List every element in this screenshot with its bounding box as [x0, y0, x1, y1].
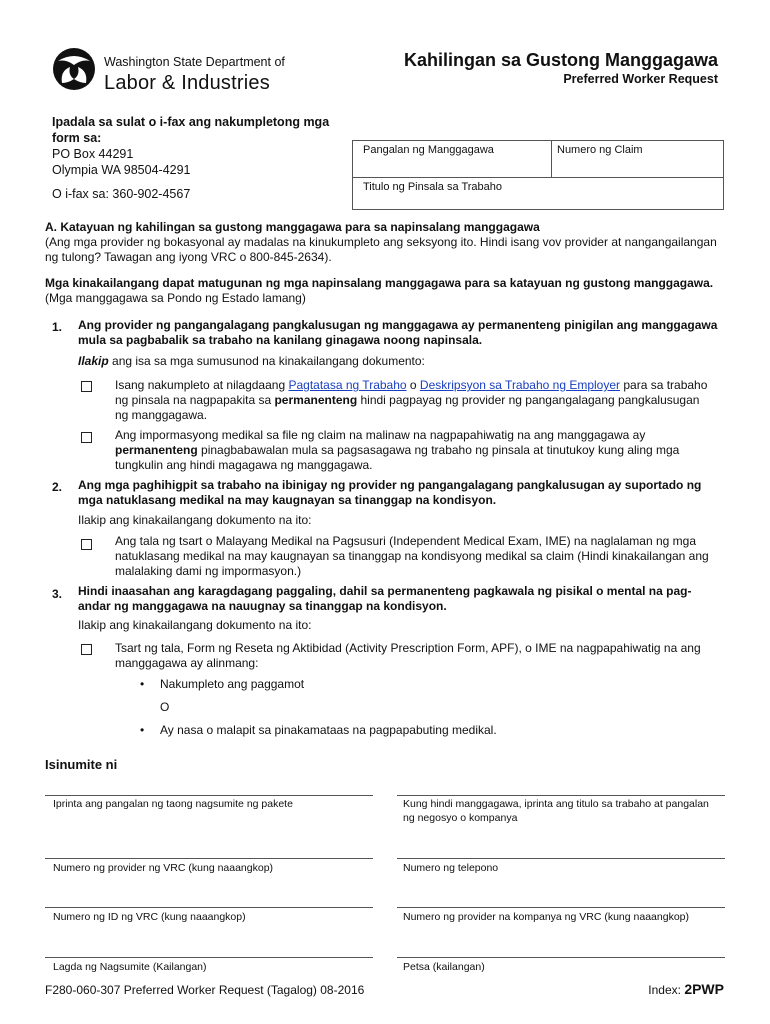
- requirements-intro: [45, 276, 725, 306]
- bullet-1-text: Nakumpleto ang paggamot: [160, 677, 305, 691]
- requirements-note: (Mga manggagawa sa Pondo ng Estado lamang): [45, 291, 306, 305]
- item-2-number: 2.: [52, 480, 63, 494]
- bullet-2-text: Ay nasa o malapit sa pinakamataas na pagpapabuting medikal.: [160, 723, 497, 737]
- job-title-field[interactable]: Titulo ng Pinsala sa Trabaho: [363, 181, 503, 193]
- attach-rest: ang isa sa mga sumusunod na kinakailangang dokumento:: [108, 354, 425, 368]
- signature-line: [397, 858, 725, 859]
- item-1-option-2-checkbox[interactable]: [81, 432, 92, 443]
- section-a-heading: A. Katayuan ng kahilingan sa gustong manggagawa para sa napinsalang manggagawa: [45, 220, 540, 234]
- form-title: Kahilingan sa Gustong Manggagawa: [403, 50, 718, 70]
- bullet-icon: •: [140, 723, 145, 737]
- item-1-option-1-text: [115, 378, 715, 423]
- claim-number-field[interactable]: Numero ng Claim: [557, 144, 643, 156]
- item-1-option-2-text: [115, 428, 715, 473]
- submitted-by-heading: Isinumite ni: [45, 757, 118, 772]
- form-id: F280-060-307 Preferred Worker Request (Tagalog) 08-2016: [45, 983, 365, 997]
- form-index: [648, 981, 724, 997]
- item-1-option-1-checkbox[interactable]: [81, 381, 92, 392]
- submitter-signature-field[interactable]: Lagda ng Nagsumite (Kailangan): [53, 961, 207, 973]
- or-text: O: [160, 700, 170, 714]
- send-to-label: Ipadala sa sulat o i-fax ang nakumpletong mga form sa:: [52, 115, 330, 145]
- item-3-number: 3.: [52, 587, 63, 601]
- vrc-id-number-field[interactable]: Numero ng ID ng VRC (kung naaangkop): [53, 911, 246, 923]
- opt-text: pinagbabawalan mula sa pagsasagawa ng trabaho ng pinsala at tinutukoy kung aling mga tungkulin ang hindi magagawa ng manggagawa.: [115, 443, 680, 472]
- title-business-field[interactable]: Kung hindi manggagawa, iprinta ang titulo sa trabaho at pangalan ng negosyo o kompanya: [403, 798, 709, 824]
- form-subtitle: Preferred Worker Request: [563, 72, 718, 86]
- item-3-option-1-checkbox[interactable]: [81, 644, 92, 655]
- mailing-address-line2: Olympia WA 98504-4291: [52, 163, 191, 177]
- signature-line: [45, 957, 373, 958]
- item-3-option-1-text: Tsart ng tala, Form ng Reseta ng Aktibidad (Activity Prescription Form, APF), o IME na nagpapahiwatig na ang manggagawa ay alinmang:: [115, 641, 701, 670]
- phone-number-field[interactable]: Numero ng telepono: [403, 862, 499, 874]
- item-2-option-1-text: Ang tala ng tsart o Malayang Medikal na Pagsusuri (Independent Medical Exam, IME) na naglalaman ng mga natuklasang medikal na may kaugnayan sa tinanggap na kondisyong medikal sa claim (Hindi kinakailangan ang malalaking dami ng impormasyon.): [115, 534, 709, 578]
- index-value: 2PWP: [684, 981, 724, 997]
- employer-job-description-link[interactable]: Deskripsyon sa Trabaho ng Employer: [419, 378, 621, 392]
- opt-text: Ang impormasyong medikal sa file ng claim na malinaw na nagpapahiwatig na ang manggagawa ay: [115, 428, 646, 442]
- signature-line: [45, 858, 373, 859]
- fax-number: O i-fax sa: 360-902-4567: [52, 187, 191, 201]
- signature-line: [45, 907, 373, 908]
- item-2-instruction: Ilakip ang kinakailangang dokumento na ito:: [78, 513, 312, 527]
- date-field[interactable]: Petsa (kailangan): [403, 961, 485, 973]
- job-analysis-link[interactable]: Pagtatasa ng Trabaho: [288, 378, 407, 392]
- agency-name-line1: Washington State Department of: [104, 55, 285, 69]
- index-label: Index:: [648, 983, 685, 997]
- worker-info-box: [352, 140, 724, 210]
- opt-text: Isang nakumpleto at nilagdaang: [115, 378, 289, 392]
- item-3-instruction: Ilakip ang kinakailangang dokumento na ito:: [78, 618, 312, 632]
- lni-logo-icon: [52, 47, 96, 91]
- opt-text: o: [406, 378, 420, 392]
- vrc-company-provider-field[interactable]: Numero ng provider na kompanya ng VRC (kung naaangkop): [403, 911, 689, 923]
- item-1-number: 1.: [52, 320, 63, 334]
- worker-name-field[interactable]: Pangalan ng Manggagawa: [363, 144, 494, 156]
- signature-line: [397, 957, 725, 958]
- agency-name-line2: Labor & Industries: [104, 72, 270, 94]
- opt-bold: permanenteng: [115, 443, 198, 457]
- item-1-instruction: [78, 354, 718, 369]
- attach-bold: Ilakip: [78, 354, 109, 368]
- vrc-provider-number-field[interactable]: Numero ng provider ng VRC (kung naaangkop): [53, 862, 274, 874]
- mailing-address-line1: PO Box 44291: [52, 147, 134, 161]
- opt-text: hindi pagpayag ng provider ng pangangalagang pangkalusugan ng manggagawa.: [115, 393, 700, 422]
- signature-line: [397, 907, 725, 908]
- opt-text: para sa trabaho ng pinsala na nagpapakita sa: [115, 378, 708, 407]
- item-2-option-1-checkbox[interactable]: [81, 539, 92, 550]
- bullet-icon: •: [140, 677, 145, 691]
- item-1-heading: Ang provider ng pangangalagang pangkalusugan ng manggagawa ay permanenteng pinigilan ang manggagawa mula sa pagbabalik sa trabaho na kanilang ginagawa noong napinsala.: [78, 318, 718, 347]
- opt-bold: permanenteng: [274, 393, 358, 407]
- item-2-heading: Ang mga paghihigpit sa trabaho na ibinigay ng provider ng pangangalagang pangkalusugan ay suportado ng mga natuklasang medikal na may kaugnayan sa tinanggap na kondisyon.: [78, 478, 702, 507]
- signature-line: [397, 795, 725, 796]
- requirements-bold: Mga kinakailangang dapat matugunan ng mga napinsalang manggagawa para sa katayuan ng gustong manggagawa.: [45, 276, 714, 290]
- submitter-name-field[interactable]: Iprinta ang pangalan ng taong nagsumite ng pakete: [53, 798, 293, 810]
- item-3-heading: Hindi inaasahan ang karagdagang paggaling, dahil sa permanenteng pagkawala ng pisikal o mental na pag-andar ng manggagawa na nauugnay sa tinanggap na kondisyon.: [78, 584, 692, 613]
- signature-line: [45, 795, 373, 796]
- section-a-note: (Ang mga provider ng bokasyonal ay madalas na kinukumpleto ang seksyong ito. Hindi isang vov provider at nangangailangan ng tulong? Tawagan ang iyong VRC o 800-845-2634).: [45, 235, 717, 264]
